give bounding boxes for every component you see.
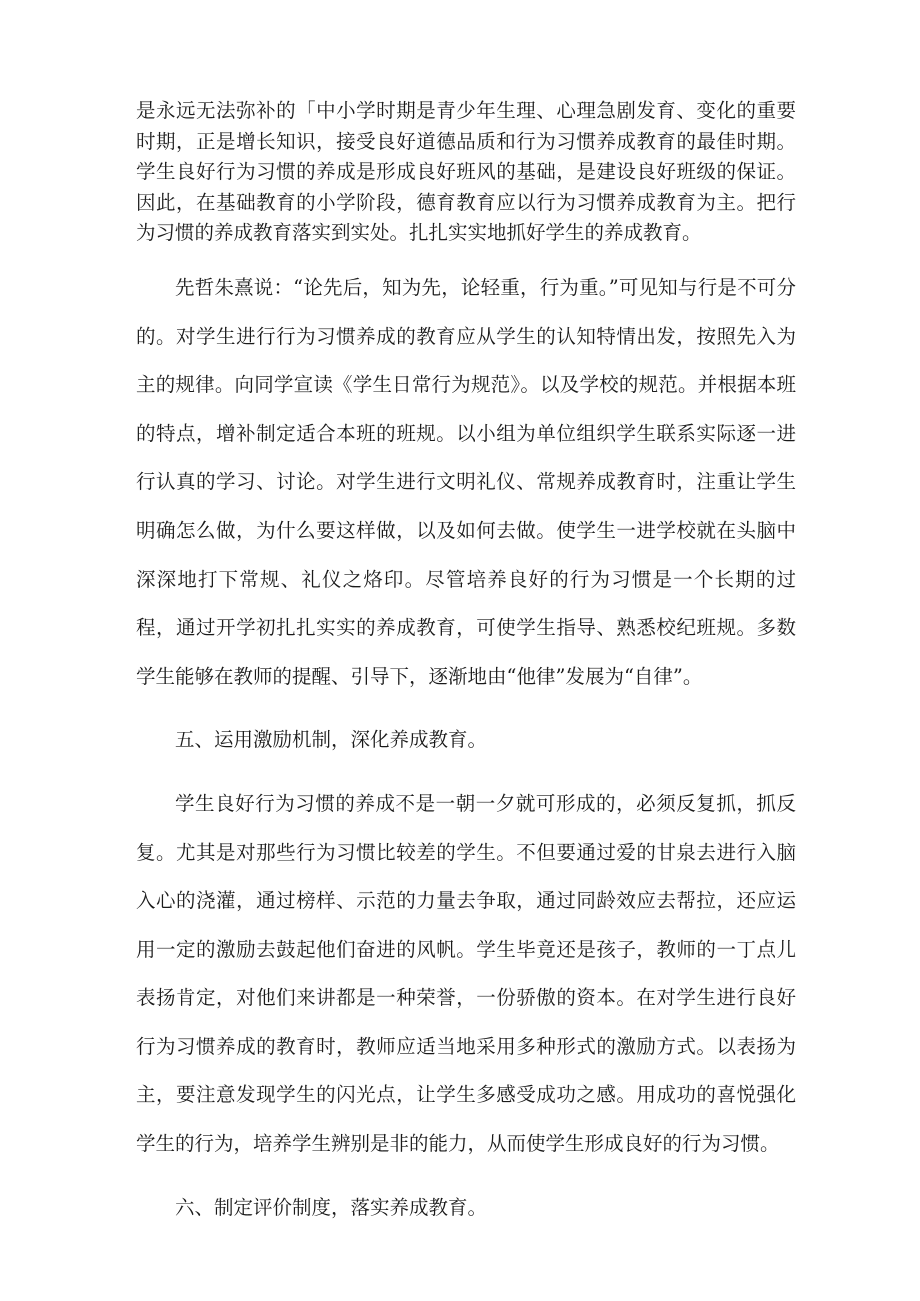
section-heading-five: 五、运用激励机制，深化养成教育。 (175, 728, 488, 752)
paragraph-zhuxi-quote: 先哲朱熹说：“论先后，知为先，论轻重，行为重。”可见知与行是不可分的。对学生进行行为习惯养成的教育应从学生的认知特情出发，按照先入为主的规律。向同学宣读《学生日常行为规范》。以及学校的规范。并根据本班的特点，增补制定适合本班的班规。以小组为单位组织学生联系实际逐一进行认真的学习、讨论。对学生进行文明礼仪、常规养成教育时，注重让学生明确怎么做，为什么要这样做，以及如何去做。使学生一进学校就在头脑中深深地打下常规、礼仪之烙印。尽管培养良好的行为习惯是一个长期的过程，通过开学初扎扎实实的养成教育，可使学生指导、熟悉校纪班规。多数学生能够在教师的提醒、引导下，逐渐地由“他律”发展为“自律”。 (136, 275, 796, 688)
section-heading-six: 六、制定评价制度，落实养成教育。 (175, 1195, 488, 1219)
document-body (136, 96, 796, 1232)
paragraph-incentive: 学生良好行为习惯的养成不是一朝一夕就可形成的，必须反复抓，抓反复。尤其是对那些行为习惯比较差的学生。不但要通过爱的甘泉去进行入脑入心的浇灌，通过榜样、示范的力量去争取，通过同龄效应去帮拉，还应运用一定的激励去鼓起他们奋进的风帆。学生毕竟还是孩子，教师的一丁点儿表扬肯定，对他们来讲都是一种荣誉，一份骄傲的资本。在对学生进行良好行为习惯养成的教育时，教师应适当地采用多种形式的激励方式。以表扬为主，要注意发现学生的闪光点，让学生多感受成功之感。用成功的喜悦强化学生的行为，培养学生辨别是非的能力，从而使学生形成良好的行为习惯。 (136, 791, 796, 1156)
paragraph-intro: 是永远无法弥补的「中小学时期是青少年生理、心理急剧发育、变化的重要时期，正是增长知识，接受良好道德品质和行为习惯养成教育的最佳时期。学生良好行为习惯的养成是形成良好班风的基础，是建设良好班级的保证。因此，在基础教育的小学阶段，德育教育应以行为习惯养成教育为主。把行为习惯的养成教育落实到实处。扎扎实实地抓好学生的养成教育。 (136, 99, 796, 245)
